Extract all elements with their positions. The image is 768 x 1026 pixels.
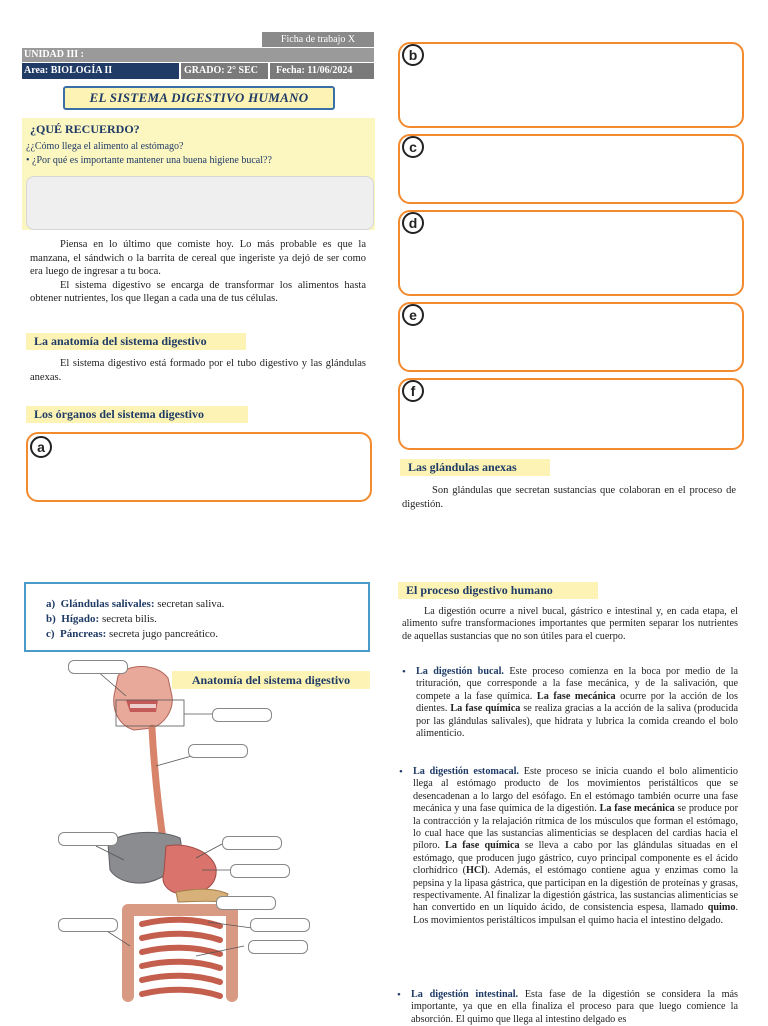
anatomia-paragraph: El sistema digestivo está formado por el tubo digestivo y las glándulas anexas. <box>30 358 366 383</box>
digestion-intestinal-item: • La digestión intestinal. Esta fase de la digestión se considera la más importante, ya que en ella finaliza el proceso para que luego comience la absorción. El quimo que llega al intestino delgado es <box>397 989 739 1025</box>
label-field-9[interactable] <box>250 918 310 932</box>
anatomia-text <box>30 357 366 384</box>
bullet-icon: • <box>402 666 406 678</box>
letter-a-badge: a <box>30 436 52 458</box>
proceso-heading: El proceso digestivo humano <box>398 582 598 599</box>
anatomy-figure-title: Anatomía del sistema digestivo <box>172 671 370 689</box>
label-field-3[interactable] <box>188 744 248 758</box>
answer-box-e[interactable] <box>398 302 744 372</box>
bullet-icon: • <box>399 766 403 778</box>
glandulas-heading: Las glándulas anexas <box>400 459 550 476</box>
glandula-item-b: b) Hígado: secreta bilis. <box>46 613 157 625</box>
anatomia-heading: La anatomía del sistema digestivo <box>26 333 246 350</box>
answer-box-d[interactable] <box>398 210 744 296</box>
letter-e-badge: e <box>402 304 424 326</box>
answer-box-a[interactable] <box>26 432 372 502</box>
unidad-label: UNIDAD III : <box>22 48 374 62</box>
page-title: EL SISTEMA DIGESTIVO HUMANO <box>63 86 335 110</box>
glandula-item-a: a) Glándulas salivales: secretan saliva. <box>46 598 225 610</box>
glandulas-text <box>402 484 736 511</box>
label-field-5[interactable] <box>222 836 282 850</box>
fecha-label: Fecha: 11/06/2024 <box>270 63 374 79</box>
intro-text <box>30 238 366 306</box>
answer-box-b[interactable] <box>398 42 744 128</box>
digestion-bucal-item: • La digestión bucal. Este proceso comienza en la boca por medio de la trituración, que corresponde a la fase mecánica, y de la salivación, que compete a la fase química. La fase mecánica ocurre por la acción de los dientes. La fase química se realiza gracias a la acción de la saliva (producida por las glándulas salivales), que hidrata y lubrica la comida creando el bolo alimenticio. <box>402 666 738 740</box>
recuerdo-question-1: ¿¿Cómo llega el alimento al estómago? <box>26 141 184 152</box>
recuerdo-question-2: • ¿Por qué es importante mantener una buena higiene bucal?? <box>26 155 272 166</box>
glandula-item-c: c) Páncreas: secreta jugo pancreático. <box>46 628 219 640</box>
answer-box-c[interactable] <box>398 134 744 204</box>
label-field-8[interactable] <box>58 918 118 932</box>
recuerdo-answer-field[interactable] <box>26 176 374 230</box>
label-field-6[interactable] <box>230 864 290 878</box>
intro-paragraph-1: Piensa en lo último que comiste hoy. Lo más probable es que la manzana, el sándwich o la barrita de cereal que ingeriste ya dejó de ser como era luego de ingresar a tu boca. <box>30 239 366 277</box>
glandulas-paragraph: Son glándulas que secretan sustancias que colaboran en el proceso de digestión. <box>402 485 736 510</box>
label-field-10[interactable] <box>248 940 308 954</box>
letter-b-badge: b <box>402 44 424 66</box>
intro-paragraph-2: El sistema digestivo se encarga de transformar los alimentos hasta obtener nutrientes, los que llegan a cada una de tus células. <box>30 279 366 304</box>
label-field-1[interactable] <box>68 660 128 674</box>
proceso-intro: La digestión ocurre a nivel bucal, gástrico e intestinal y, en cada etapa, el alimento sufre transformaciones importantes que permiten separar los nutrientes de aquellas sustancias que no son útiles para el cuerpo. <box>402 606 738 642</box>
answer-box-f[interactable] <box>398 378 744 450</box>
letter-d-badge: d <box>402 212 424 234</box>
digestion-estomacal-item: • La digestión estomacal. Este proceso se inicia cuando el bolo alimenticio llega al estómago producto de los movimientos peristálticos que se desencadenan a lo largo del esófago. En el estómago también ocurre una fase mecánica y una fase química de la digestión. La fase mecánica se produce por la contracción y la relajación rítmica de los músculos que forman el estómago, lo cual hace que las sustancias alimenticias se desplacen del cardias hacia el píloro. La fase química se lleva a cabo por las glándulas situadas en el estómago, que producen jugo gástrico, cuyo principal componente es el ácido clorhídrico (HCl). Además, el estómago contiene agua y enzimas como la pepsina y la lipasa gástrica, que participan en la digestión de proteínas y grasas, respectivamente. Al finalizar la digestión gástrica, las sustancias alimenticias se han convertido en un líquido ácido, de consistencia espesa, llamado quimo. Los movimientos peristálticos impulsan el quimo hacia el intestino delgado. <box>399 766 738 926</box>
label-field-7[interactable] <box>216 896 276 910</box>
glandulas-list-box <box>24 582 370 652</box>
info-bar <box>22 63 374 79</box>
label-field-4[interactable] <box>58 832 118 846</box>
bullet-icon: • <box>397 989 401 1001</box>
recuerdo-heading: ¿QUÉ RECUERDO? <box>30 122 140 136</box>
letter-f-badge: f <box>402 380 424 402</box>
grado-label: GRADO: 2° SEC <box>181 63 268 79</box>
area-label: Area: BIOLOGÍA II <box>22 63 179 79</box>
letter-c-badge: c <box>402 136 424 158</box>
label-field-2[interactable] <box>212 708 272 722</box>
ficha-label: Ficha de trabajo X <box>262 32 374 47</box>
organos-heading: Los órganos del sistema digestivo <box>26 406 248 423</box>
